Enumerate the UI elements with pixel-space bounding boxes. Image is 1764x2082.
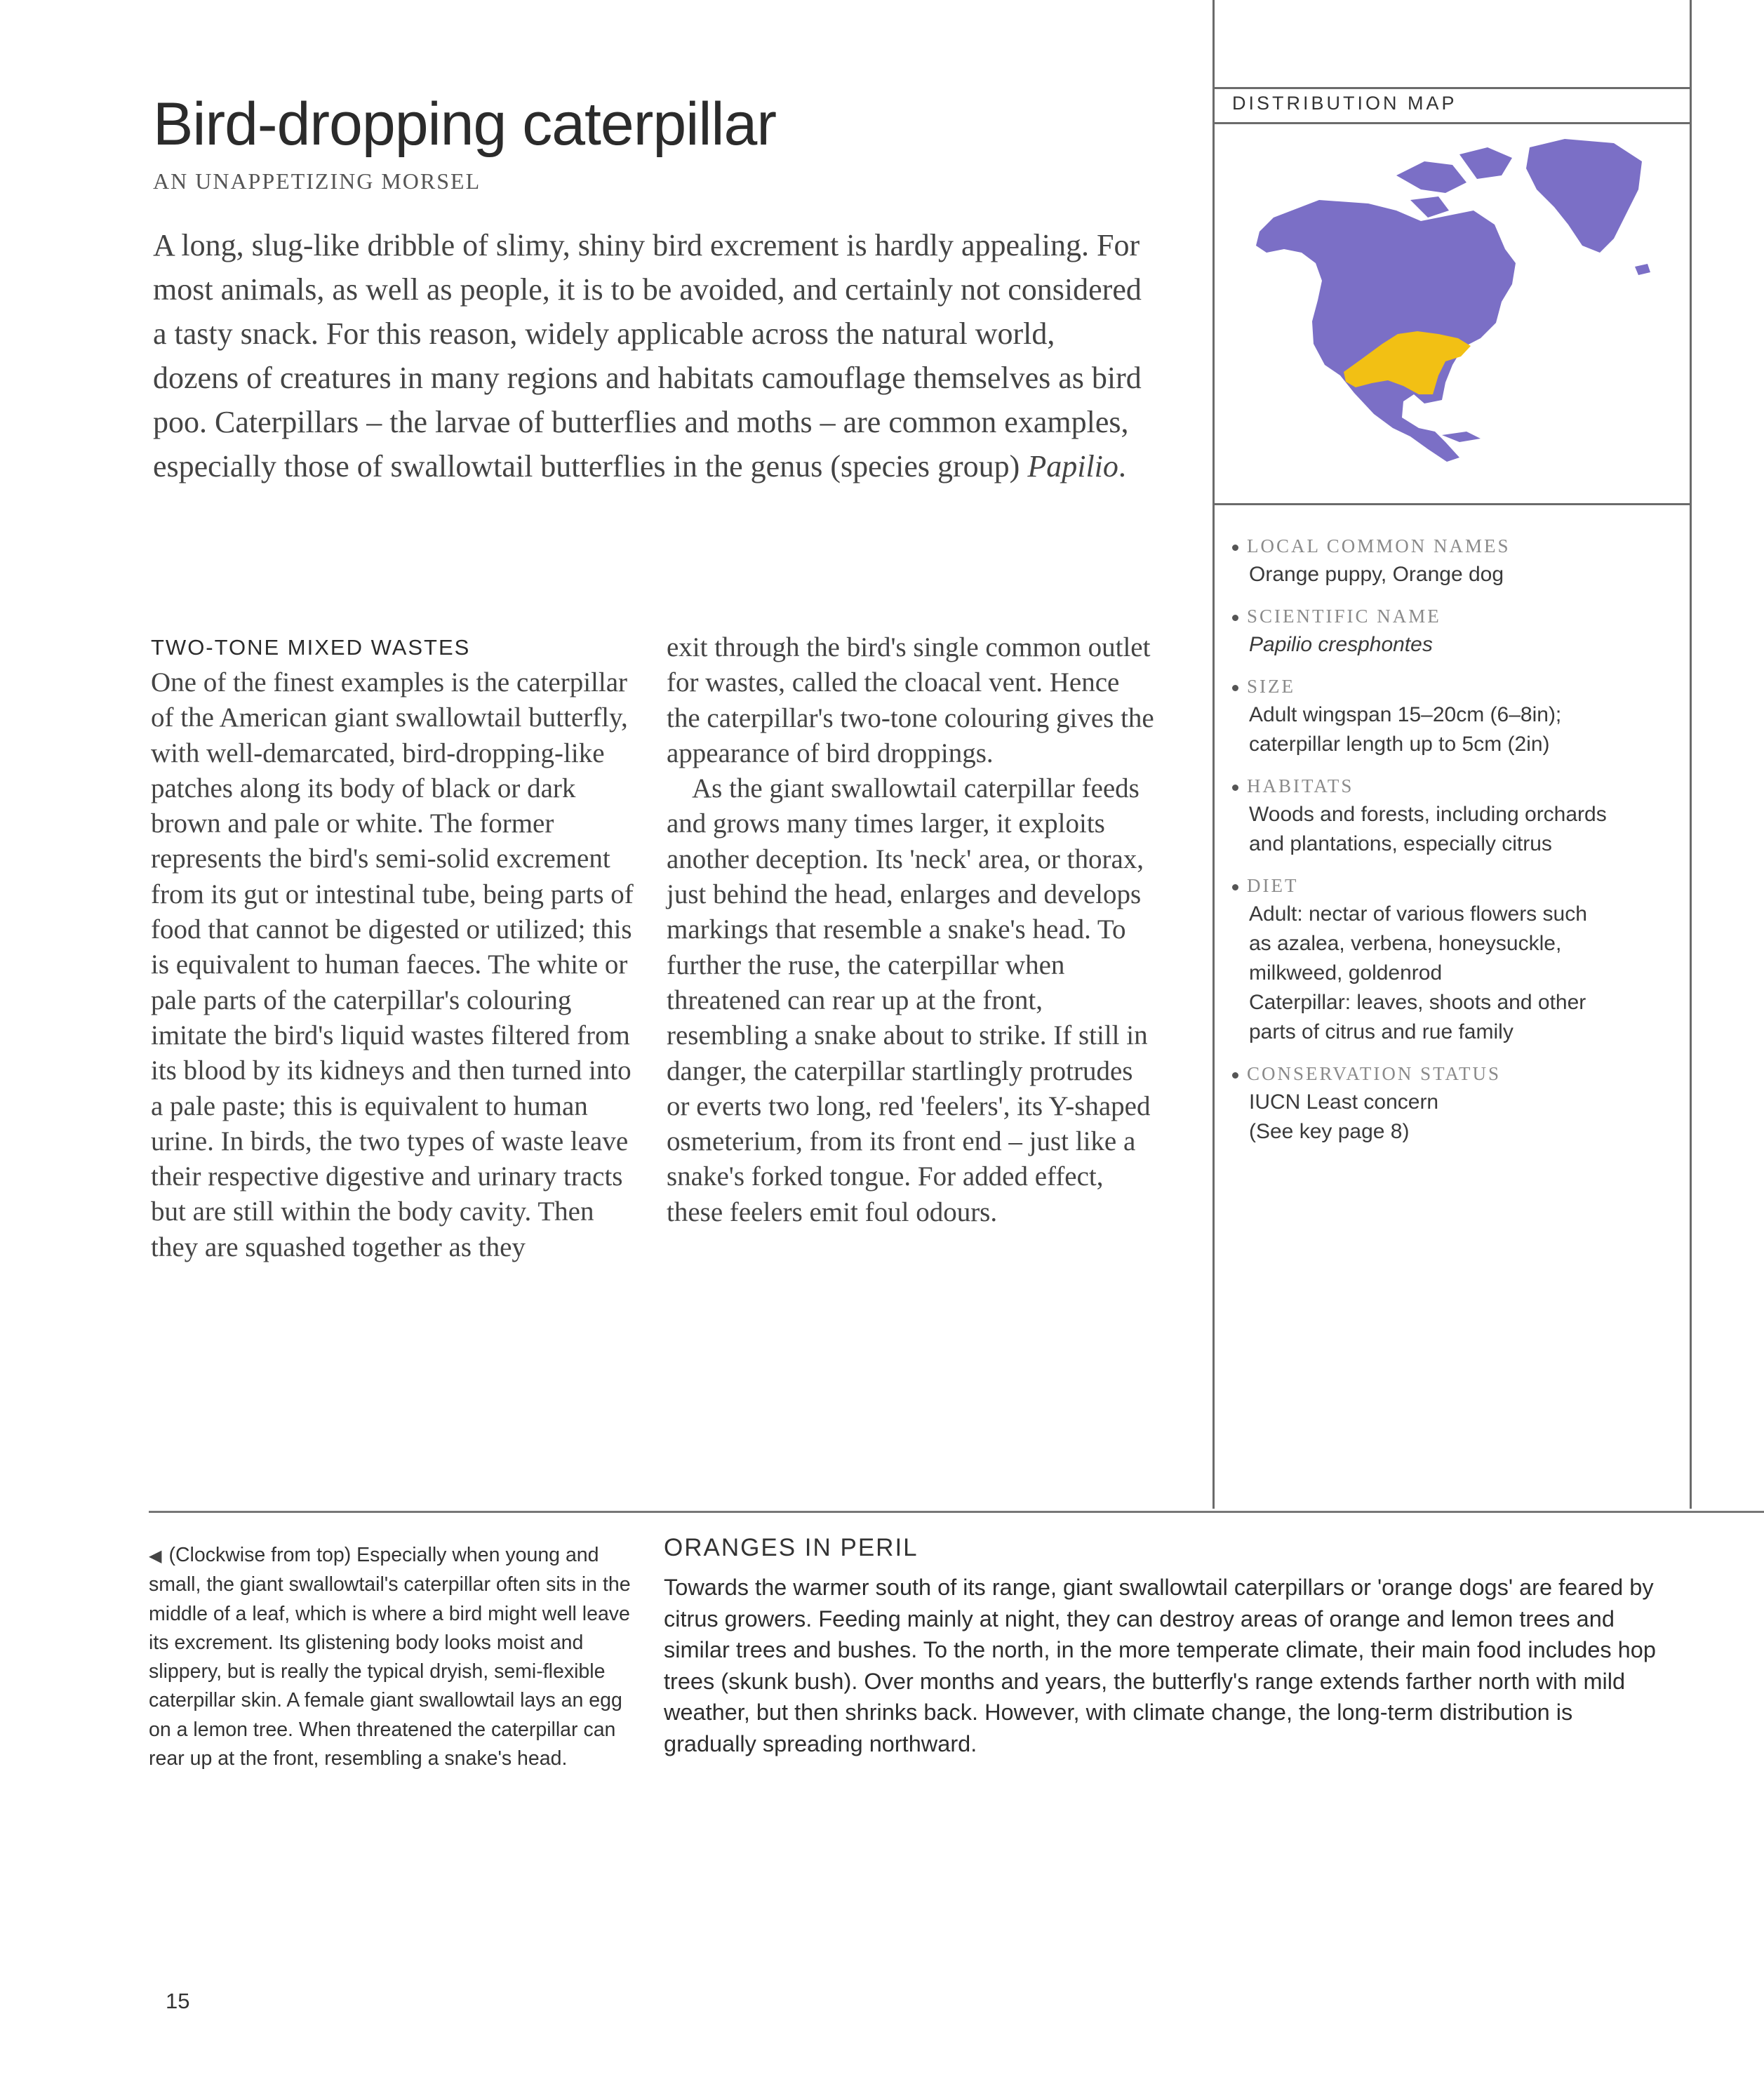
fact-label-text: LOCAL COMMON NAMES xyxy=(1247,535,1511,556)
photo-caption xyxy=(149,1541,633,1773)
fact-label-text: DIET xyxy=(1247,875,1299,896)
distribution-map xyxy=(1235,133,1656,484)
fact-item xyxy=(1232,672,1681,759)
distribution-map-label: DISTRIBUTION MAP xyxy=(1232,93,1457,114)
fact-label-text: CONSERVATION STATUS xyxy=(1247,1063,1501,1084)
fact-label xyxy=(1232,532,1681,560)
fact-label xyxy=(1232,672,1681,700)
triangle-pointer-icon: ◀ xyxy=(149,1547,162,1566)
fact-label-text: SIZE xyxy=(1247,676,1295,697)
peril-text: Towards the warmer south of its range, giant swallowtail caterpillars or 'orange dogs' are feared by citrus growers. Feeding mainly at night, they can destroy areas of orange and lemon trees and similar trees and bushes. To the north, in the more temperate climate, their main food includes hop trees (skunk bush). Over months and years, the butterfly's range extends farther north with mild weather, but then shrinks back. However, with climate change, the long-term distribution is gradually spreading northward. xyxy=(664,1575,1656,1756)
map-north-america xyxy=(1256,200,1516,462)
intro-paragraph xyxy=(153,223,1142,488)
fact-label xyxy=(1232,602,1681,630)
body-paragraph: exit through the bird's single common outlet for wastes, called the cloacal vent. Hence the caterpillar's two-tone colouring gives the appearance of bird droppings. xyxy=(667,632,1154,768)
peril-heading: ORANGES IN PERIL xyxy=(664,1534,918,1561)
divider xyxy=(149,1511,1764,1513)
map-cuba xyxy=(1442,432,1481,442)
fact-item xyxy=(1232,602,1681,660)
fact-value: Papilio cresphontes xyxy=(1249,633,1433,656)
body-paragraph: As the giant swallowtail caterpillar feeds and grows many times larger, it exploits another deception. Its 'neck' area, or thorax, just behind the head, enlarges and develops markings that resemble a snake's head. To further the ruse, the caterpillar when threatened can rear up at the front, resembling a snake about to strike. If still in danger, the caterpillar startlingly protrudes or everts two long, red 'feelers', its Y-shaped osmeterium, from its front end – just like a snake's forked tongue. For added effect, these feelers emit foul odours. xyxy=(667,773,1151,1227)
intro-genus: Papilio xyxy=(1027,449,1118,483)
divider xyxy=(1215,87,1690,89)
caption-text: (Clockwise from top) Especially when young and small, the giant swallowtail's caterpillar often sits in the middle of a leaf, which is where a bird might well leave its excrement. Its glistening body looks moist and slippery, but is really the typical dryish, semi-flexible caterpillar skin. A female giant swallowtail lays an egg on a lemon tree. When threatened the caterpillar can rear up at the front, resembling a snake's head. xyxy=(149,1544,631,1770)
fact-item xyxy=(1232,1060,1681,1147)
map-arctic-islands xyxy=(1396,147,1512,218)
fact-item xyxy=(1232,872,1681,1047)
bullet-icon xyxy=(1232,884,1238,890)
fact-label xyxy=(1232,772,1681,800)
page-number: 15 xyxy=(166,1989,190,2013)
body-paragraph: One of the finest examples is the caterpillar of the American giant swallowtail butterfly, with well-demarcated, bird-dropping-like patches along its body of black or dark brown and pale or white. The former represents the bird's semi-solid excrement from its gut or intestinal tube, being parts of food that cannot be digested or utilized; this is equivalent to human faeces. The white or pale parts of the caterpillar's colouring imitate the bird's liquid wastes filtered from its blood by its kidneys and then turned into a pale paste; this is equivalent to human urine. In birds, the two types of waste leave their respective digestive and urinary tracts but are still within the body cavity. Then they are squashed together as they xyxy=(151,667,634,1262)
map-iceland xyxy=(1635,264,1650,275)
body-column-2 xyxy=(667,630,1158,1230)
fact-label-text: HABITATS xyxy=(1247,775,1354,796)
fact-value: Orange puppy, Orange dog xyxy=(1249,563,1504,586)
fact-value: Woods and forests, including orchards and plantations, especially citrus xyxy=(1249,803,1607,855)
fact-label-text: SCIENTIFIC NAME xyxy=(1247,606,1441,627)
bullet-icon xyxy=(1232,545,1238,551)
fact-label xyxy=(1232,1060,1681,1088)
map-greenland xyxy=(1526,139,1642,253)
bullet-icon xyxy=(1232,615,1238,621)
page-subtitle: AN UNAPPETIZING MORSEL xyxy=(153,168,481,194)
fact-value: Adult wingspan 15–20cm (6–8in); caterpillar length up to 5cm (2in) xyxy=(1249,703,1562,756)
fact-value: Adult: nectar of various flowers such as azalea, verbena, honeysuckle, milkweed, goldenrod Caterpillar: leaves, shoots and other parts of citrus and rue family xyxy=(1249,902,1587,1043)
divider xyxy=(1215,122,1690,124)
page-title: Bird-dropping caterpillar xyxy=(153,91,776,158)
divider xyxy=(1215,503,1690,505)
fact-item xyxy=(1232,772,1681,859)
intro-end: . xyxy=(1118,449,1126,483)
intro-text: A long, slug-like dribble of slimy, shiny bird excrement is hardly appealing. For most animals, as well as people, it is to be avoided, and certainly not considered a tasty snack. For this reason, widely applicable across the natural world, dozens of creatures in many regions and habitats camouflage themselves as bird poo. Caterpillars – the larvae of butterflies and moths – are common examples, especially those of swallowtail butterflies in the genus (species group) xyxy=(153,228,1142,483)
fact-item xyxy=(1232,532,1681,589)
fact-list xyxy=(1232,532,1681,1159)
body-column-1 xyxy=(151,630,642,1265)
fact-label xyxy=(1232,872,1681,900)
fact-value: IUCN Least concern (See key page 8) xyxy=(1249,1090,1439,1143)
bullet-icon xyxy=(1232,685,1238,691)
section-heading: TWO-TONE MIXED WASTES xyxy=(151,635,471,660)
bullet-icon xyxy=(1232,785,1238,791)
bullet-icon xyxy=(1232,1072,1238,1079)
